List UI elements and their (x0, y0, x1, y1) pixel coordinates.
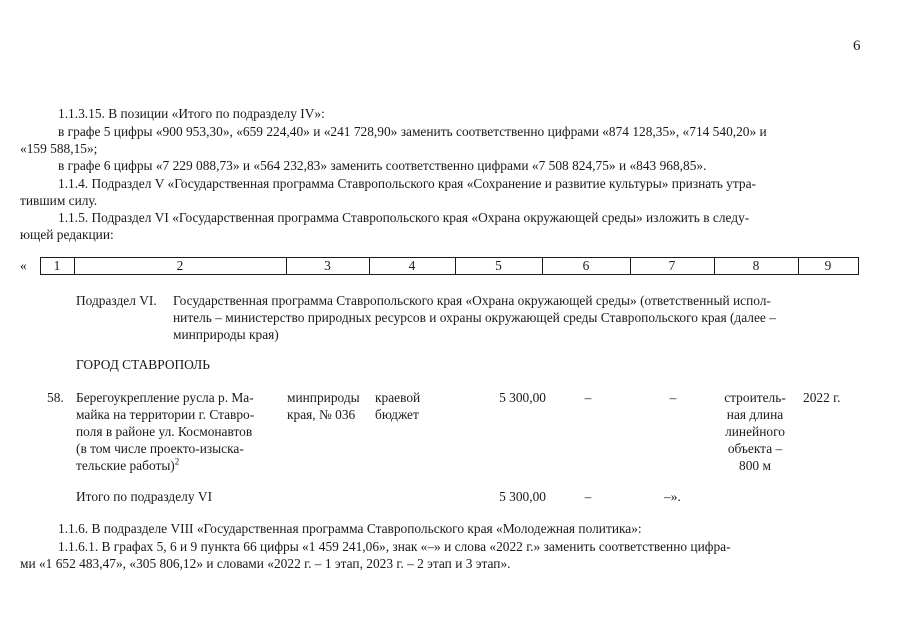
row-58-col8-line5: 800 м (739, 458, 771, 473)
column-number-3: 3 (286, 258, 369, 275)
row-58-desc-line2: майка на территории г. Ставро- (76, 407, 255, 422)
column-number-9: 9 (798, 258, 858, 275)
row-58-col8-line2: ная длина (726, 407, 784, 422)
total-col7: –». (664, 489, 681, 504)
subsection-title-line1: Государственная программа Ставропольского края «Охрана окружающей среды» (ответственный испол- (173, 293, 771, 308)
row-58-desc-line4: (в том числе проекто-изыска- (76, 441, 244, 456)
para-1-1-5-line2: ющей редакции: (20, 227, 114, 242)
para-1-1-3-15-line4: в графе 6 цифры «7 229 088,73» и «564 232,83» заменить соответственно цифрами «7 508 824,75» и «843 968,85». (58, 158, 707, 173)
subsection-title-line3: минприроды края) (173, 327, 279, 342)
para-1-1-6-1-line2: ми «1 652 483,47», «305 806,12» и словами «2022 г. – 1 этап, 2023 г. – 2 этап и 3 этап». (20, 556, 511, 571)
row-58-desc-line1: Берегоукрепление русла р. Ма- (76, 390, 254, 405)
column-number-6: 6 (542, 258, 630, 275)
para-1-1-6-line1: 1.1.6. В подразделе VIII «Государственная программа Ставропольского края «Молодежная политика»: (58, 521, 642, 536)
para-1-1-3-15-line3: «159 588,15»; (20, 141, 98, 156)
row-58-col5: 5 300,00 (499, 390, 546, 405)
column-number-8: 8 (714, 258, 798, 275)
row-58-source-line2: бюджет (375, 407, 419, 422)
footnote-marker: 2 (174, 456, 180, 467)
total-col6: – (584, 489, 592, 504)
row-58-col6: – (584, 390, 592, 405)
row-58-col8-line4: объекта – (727, 441, 783, 456)
para-1-1-3-15-line2: в графе 5 цифры «900 953,30», «659 224,40» и «241 728,90» заменить соответственно цифрами «874 128,35», «714 540,20» и (58, 124, 767, 139)
row-58-col8-line3: линейного (725, 424, 785, 439)
row-58-desc-line5-text: тельские работы) (76, 458, 175, 473)
city-heading: ГОРОД СТАВРОПОЛЬ (76, 357, 210, 372)
row-58-executor-line2: края, № 036 (287, 407, 356, 422)
opening-quote: « (20, 258, 27, 273)
row-58-number: 58. (47, 390, 64, 405)
row-58-executor-line1: минприроды (287, 390, 360, 405)
row-58-desc-line5 (76, 458, 179, 474)
column-number-2: 2 (74, 258, 286, 275)
column-number-7: 7 (630, 258, 714, 275)
para-1-1-4-line1: 1.1.4. Подраздел V «Государственная программа Ставропольского края «Сохранение и развитие культуры» признать утра- (58, 176, 756, 191)
total-col5: 5 300,00 (499, 489, 546, 504)
para-1-1-6-1-line1: 1.1.6.1. В графах 5, 6 и 9 пункта 66 цифры «1 459 241,06», знак «–» и слова «2022 г.» заменить соответственно цифра- (58, 539, 731, 554)
row-58-desc-line3: поля в районе ул. Космонавтов (76, 424, 253, 439)
page-number: 6 (853, 38, 861, 54)
column-number-1: 1 (40, 258, 74, 275)
para-1-1-3-15-line1: 1.1.3.15. В позиции «Итого по подразделу IV»: (58, 106, 325, 121)
para-1-1-5-line1: 1.1.5. Подраздел VI «Государственная программа Ставропольского края «Охрана окружающей среды» изложить в следу- (58, 210, 750, 225)
column-number-5: 5 (455, 258, 542, 275)
column-number-4: 4 (369, 258, 455, 275)
subsection-label: Подраздел VI. (76, 293, 157, 308)
row-58-col8-line1: строитель- (724, 390, 786, 405)
row-58-col7: – (669, 390, 677, 405)
column-number-row (20, 257, 859, 275)
para-1-1-4-line2: тившим силу. (20, 193, 98, 208)
total-label: Итого по подразделу VI (76, 489, 213, 504)
subsection-title-line2: нитель – министерство природных ресурсов и охраны окружающей среды Ставропольского края (далее – (173, 310, 776, 325)
row-58-col9: 2022 г. (803, 390, 841, 405)
row-58-source-line1: краевой (375, 390, 421, 405)
